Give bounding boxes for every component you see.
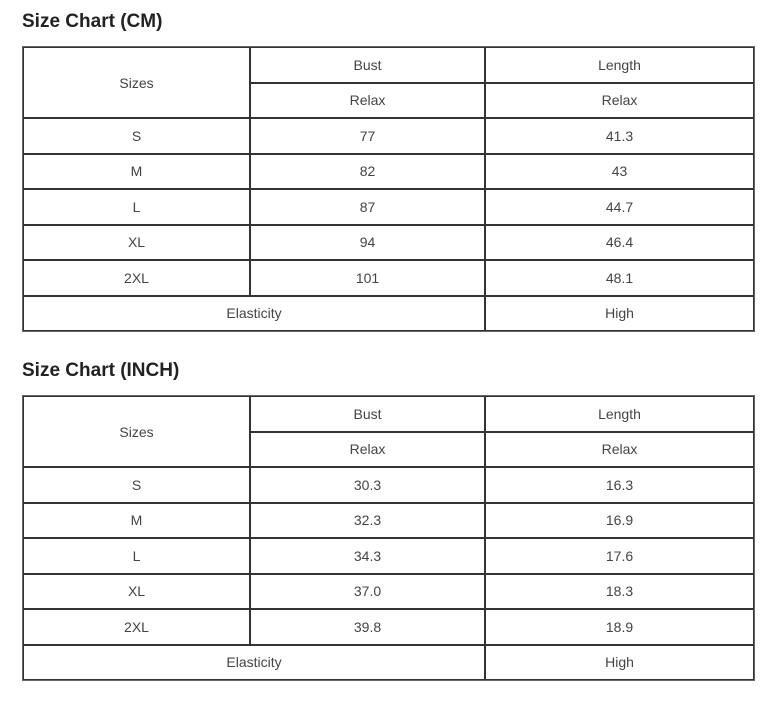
bust-cell: 101 xyxy=(250,260,485,296)
header-length-relax: Relax xyxy=(485,432,754,468)
size-cell: M xyxy=(23,154,250,190)
length-cell: 18.3 xyxy=(485,574,754,610)
bust-cell: 39.8 xyxy=(250,609,485,645)
size-cell: M xyxy=(23,503,250,539)
table-row xyxy=(23,538,754,574)
bust-cell: 30.3 xyxy=(250,467,485,503)
table-row xyxy=(23,225,754,261)
bust-cell: 87 xyxy=(250,189,485,225)
elasticity-label: Elasticity xyxy=(23,645,485,681)
size-cell: XL xyxy=(23,225,250,261)
elasticity-label: Elasticity xyxy=(23,296,485,332)
elasticity-row xyxy=(23,296,754,332)
elasticity-value: High xyxy=(485,645,754,681)
length-cell: 43 xyxy=(485,154,754,190)
table-row xyxy=(23,189,754,225)
length-cell: 17.6 xyxy=(485,538,754,574)
size-cell: 2XL xyxy=(23,609,250,645)
bust-cell: 37.0 xyxy=(250,574,485,610)
length-cell: 46.4 xyxy=(485,225,754,261)
header-sizes: Sizes xyxy=(23,396,250,467)
table-row xyxy=(23,609,754,645)
size-cell: L xyxy=(23,189,250,225)
table-row xyxy=(23,118,754,154)
size-cell: XL xyxy=(23,574,250,610)
elasticity-row xyxy=(23,645,754,681)
bust-cell: 82 xyxy=(250,154,485,190)
size-cell: S xyxy=(23,118,250,154)
length-cell: 48.1 xyxy=(485,260,754,296)
header-bust-relax: Relax xyxy=(250,432,485,468)
table-row xyxy=(23,260,754,296)
length-cell: 44.7 xyxy=(485,189,754,225)
elasticity-value: High xyxy=(485,296,754,332)
header-bust: Bust xyxy=(250,396,485,432)
length-cell: 18.9 xyxy=(485,609,754,645)
size-chart-cm-table xyxy=(22,46,755,332)
header-length: Length xyxy=(485,396,754,432)
table-header-row xyxy=(23,396,754,432)
size-chart-inch-table xyxy=(22,395,755,681)
header-length: Length xyxy=(485,47,754,83)
table-header-row xyxy=(23,47,754,83)
header-sizes: Sizes xyxy=(23,47,250,118)
size-cell: S xyxy=(23,467,250,503)
size-cell: 2XL xyxy=(23,260,250,296)
bust-cell: 94 xyxy=(250,225,485,261)
table-row xyxy=(23,503,754,539)
size-chart-inch-title: Size Chart (INCH) xyxy=(22,360,180,381)
length-cell: 41.3 xyxy=(485,118,754,154)
length-cell: 16.3 xyxy=(485,467,754,503)
table-row xyxy=(23,467,754,503)
bust-cell: 34.3 xyxy=(250,538,485,574)
size-cell: L xyxy=(23,538,250,574)
bust-cell: 32.3 xyxy=(250,503,485,539)
header-length-relax: Relax xyxy=(485,83,754,119)
table-row xyxy=(23,574,754,610)
bust-cell: 77 xyxy=(250,118,485,154)
header-bust: Bust xyxy=(250,47,485,83)
length-cell: 16.9 xyxy=(485,503,754,539)
size-chart-cm-title: Size Chart (CM) xyxy=(22,11,163,32)
table-row xyxy=(23,154,754,190)
header-bust-relax: Relax xyxy=(250,83,485,119)
